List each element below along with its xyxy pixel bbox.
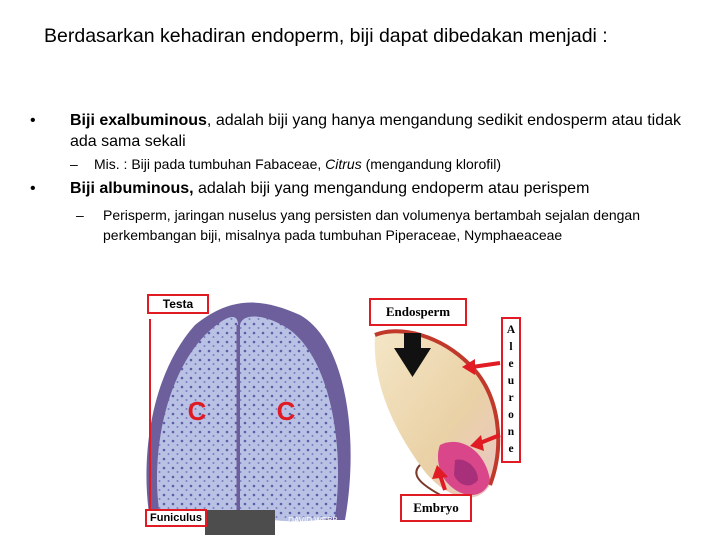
aleurone-letter: A <box>506 324 516 336</box>
aleurone-letter: l <box>509 341 513 353</box>
funiculus-label: Funiculus <box>145 509 207 527</box>
dicot-seed <box>146 303 350 535</box>
seed-illustration <box>0 285 720 540</box>
bullet-text <box>70 178 700 199</box>
bullet-body: , adalah biji yang hanya mengandung sedikit endosperm atau tidak ada sama sekali <box>70 112 682 150</box>
bullet-marker: • <box>30 112 36 129</box>
seed-figure <box>0 285 720 540</box>
testa-label: Testa <box>147 294 209 314</box>
dash-marker: – <box>76 207 84 223</box>
sub-bullet-text: Perisperm, jaringan nuselus yang persisten dan volumenya bertambah sejalan dengan perkembangan biji, misalnya pada tumbuhan Piperaceae, Nymphaeaceae <box>103 207 640 243</box>
aleurone-letter: e <box>508 358 514 370</box>
bullet-body: adalah biji yang mengandung endoperm atau perispem <box>193 180 590 197</box>
cotyledon-label-right: C <box>276 396 296 426</box>
bullet-lead: Biji albuminous, <box>70 180 194 197</box>
aleurone-letter: e <box>508 443 514 455</box>
sub-italic: Citrus <box>325 156 362 172</box>
page-title: Berdasarkan kehadiran endoperm, biji dapat dibedakan menjadi : <box>44 25 608 47</box>
aleurone-letter: u <box>507 375 515 387</box>
bullet-lead: Biji exalbuminous <box>70 112 207 129</box>
image-credit: DAVID WEBB <box>288 516 338 525</box>
cotyledon-label-left: C <box>187 396 207 426</box>
aleurone-letter: o <box>508 409 514 421</box>
bullet-text <box>70 110 690 152</box>
endosperm-label: Endosperm <box>369 298 467 326</box>
embryo-label: Embryo <box>400 494 472 522</box>
aleurone-label <box>501 317 521 463</box>
sub-bullet-text <box>94 154 501 174</box>
sub-suffix: (mengandung klorofil) <box>361 156 501 172</box>
aleurone-letter: n <box>507 426 515 438</box>
dash-marker: – <box>70 156 78 172</box>
aleurone-letter: r <box>508 392 514 404</box>
sub-prefix: Mis. : Biji pada tumbuhan Fabaceae, <box>94 156 326 172</box>
monocot-seed <box>375 331 500 500</box>
bullet-marker: • <box>30 180 36 197</box>
